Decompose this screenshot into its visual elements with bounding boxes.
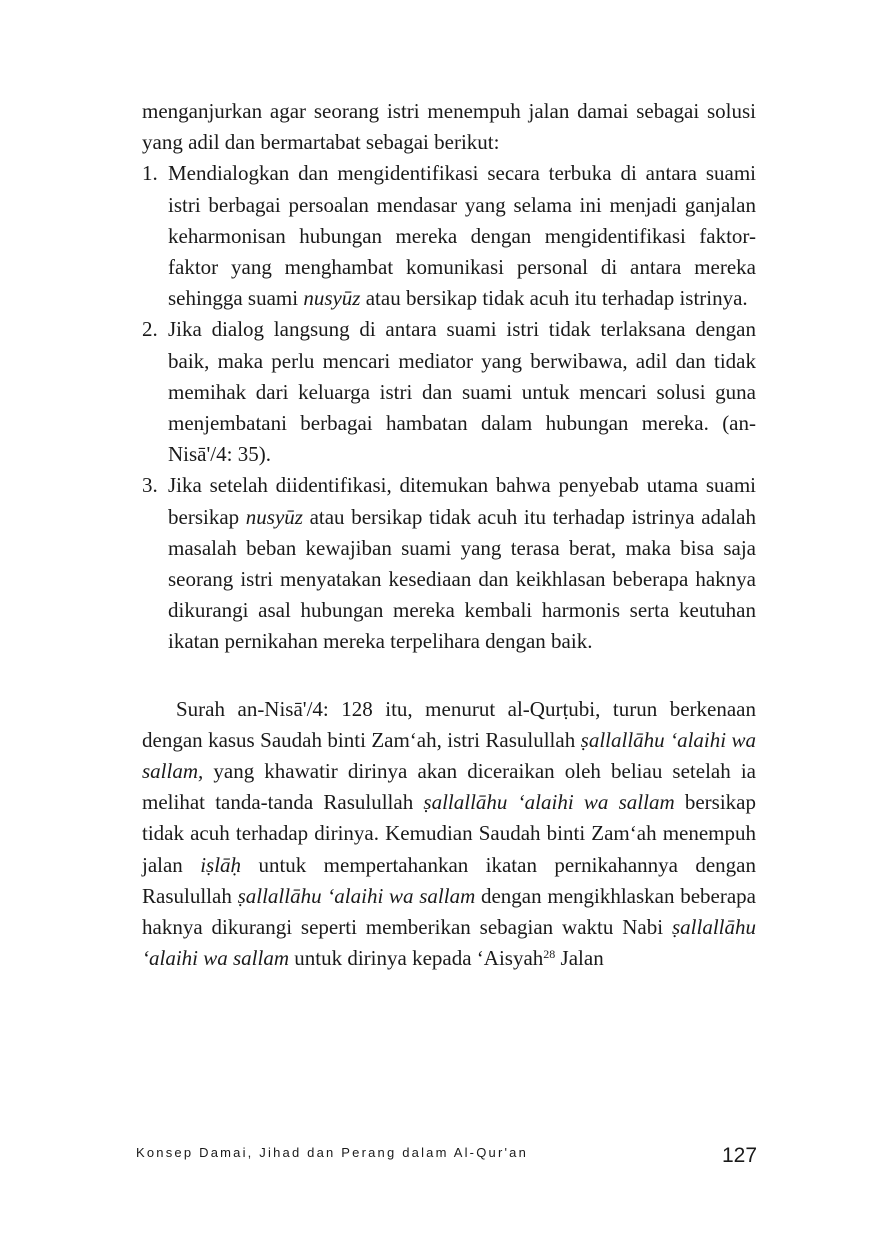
list-text: atau bersikap tidak acuh itu terhadap istrinya adalah masalah beban kewajiban suami yang terasa berat, maka bisa saja seorang istri menyatakan kesediaan dan keikhlasan beberapa haknya dikurangi asal hubungan mereka kembali harmonis serta keutuhan ikatan pernikahan mereka terpelihara dengan baik.	[168, 504, 756, 654]
numbered-list	[142, 158, 756, 657]
list-item	[142, 314, 756, 470]
list-number: 1.	[142, 161, 158, 186]
term-italic: nusyūz	[303, 286, 361, 311]
page-number: 127	[722, 1144, 758, 1167]
honorific-italic: ṣallallāhu ‘alaihi wa sallam	[142, 915, 756, 971]
list-number: 2.	[142, 317, 158, 342]
body-text: Surah an-Nisā'/4: 128 itu, menurut al-Qurṭubi, turun berkenaan dengan kasus Saudah binti Zam‘ah, istri Rasulullah	[142, 696, 756, 752]
list-item	[142, 158, 756, 314]
intro-paragraph: menganjurkan agar seorang istri menempuh jalan damai sebagai solusi yang adil dan bermartabat sebagai berikut:	[142, 99, 756, 155]
body-text: yang khawatir dirinya akan diceraikan oleh beliau setelah ia melihat tanda-tanda Rasulullah	[142, 759, 756, 815]
body-text: Jalan	[555, 946, 604, 971]
body-text: untuk dirinya kepada ‘Aisyah	[289, 946, 544, 971]
list-text: atau bersikap tidak acuh itu terhadap istrinya.	[360, 286, 748, 311]
footnote-ref[interactable]: 28	[543, 947, 556, 962]
list-item	[142, 470, 756, 657]
paragraph-gap	[142, 658, 756, 694]
honorific-italic: ṣallallāhu ‘alaihi wa sallam	[423, 790, 675, 815]
term-italic: iṣlāḥ	[200, 852, 242, 877]
list-text: Jika setelah diidentifikasi, ditemukan bahwa penyebab utama suami bersikap	[168, 473, 756, 529]
honorific-italic: ṣallallāhu ‘alaihi wa sallam,	[142, 727, 757, 784]
list-text: Jika dialog langsung di antara suami istri tidak terlaksana dengan baik, maka perlu mencari mediator yang berwibawa, adil dan tidak memihak dari keluarga istri dan suami untuk mencari solusi guna menjembatani berbagai hambatan dalam hubungan mereka. (an-Nisā'/4: 35).	[168, 317, 756, 467]
body-text: dengan mengikhlaskan beberapa haknya dikurangi seperti memberikan sebagian waktu Nabi	[142, 883, 756, 940]
running-footer-title: Konsep Damai, Jihad dan Perang dalam Al-Qur'an	[136, 1145, 529, 1160]
page-content	[142, 96, 756, 974]
term-italic: nusyūz	[245, 504, 303, 529]
body-paragraph	[142, 694, 756, 975]
honorific-italic: ṣallallāhu ‘alaihi wa sallam	[237, 883, 476, 908]
list-number: 3.	[142, 473, 158, 498]
list-text: Mendialogkan dan mengidentifikasi secara terbuka di antara suami istri berbagai persoalan mendasar yang selama ini menjadi ganjalan keharmonisan hubungan mereka dengan mengidentifikasi faktor-faktor yang menghambat komunikasi personal di antara mereka sehingga suami	[168, 161, 756, 311]
body-text: bersikap tidak acuh terhadap dirinya. Kemudian Saudah binti Zam‘ah menempuh jalan	[142, 790, 756, 877]
body-text: untuk mempertahankan ikatan pernikahannya dengan Rasulullah	[142, 852, 756, 908]
